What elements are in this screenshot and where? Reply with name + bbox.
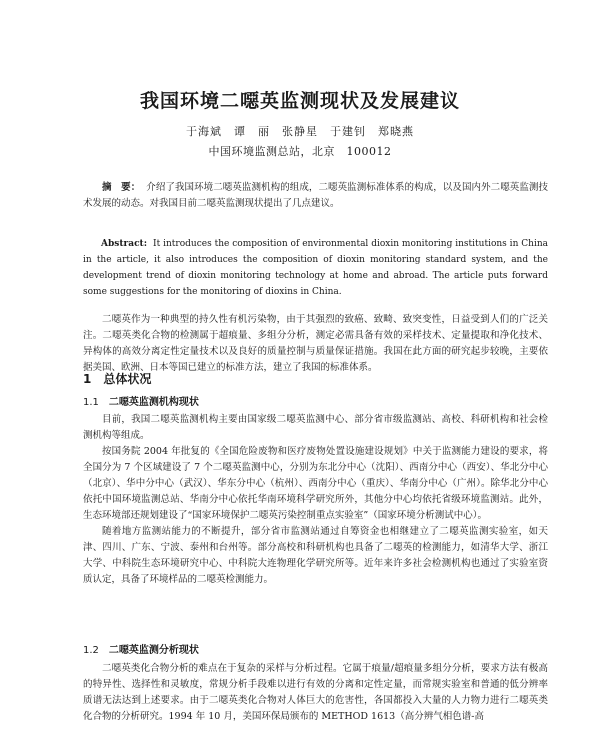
abstract-en-text: It introduces the composition of environmental dioxin monitoring institutions in China in the article, it also introduces the composition of dioxin monitoring standard system, and the development trend of dioxin monitoring technology at home and abroad. The article puts forward some suggestions for the monitoring of dioxins in China.	[83, 239, 548, 297]
section-1-2-body	[83, 661, 548, 725]
paragraph: 按国务院 2004 年批复的《全国危险废物和医疗废物处置设施建设规划》中关于监测能力建设的要求，将全国分为 7 个区域建设了 7 个二噁英监测中心，分别为东北分中心（沈阳）、西南分中心（西安）、华北分中心（北京）、华中分中心（武汉）、华东分中心（杭州）、西南分中心（重庆）、华南分中心（广州）。除华北分中心依托中国环境监测总站、华南分中心依托华南环境科学研究所外，其他分中心均依托省级环境监测站。此外，生态环境部还规划建设了“国家环境保护二噁英污染控制重点实验室”（国家环境分析测试中心）。	[83, 446, 548, 521]
section-1-heading	[83, 370, 151, 387]
author-list: 于海斌 谭 丽 张静星 于建钊 郑晓燕	[186, 125, 414, 138]
section-1-2-heading	[83, 641, 199, 656]
abstract-en	[83, 236, 548, 300]
paragraph: 随着地方监测站能力的不断提升，部分省市监测站通过自筹资金也相继建立了二噁英监测实验室，如天津、四川、广东、宁波、泰州和台州等。部分高校和科研机构也具备了二噁英的检测能力，如清华大学、浙江大学、中科院生态环境研究中心、中科院大连物理化学研究所等。近年来许多社会检测机构也通过了实验室资质认定，具备了环境样品的二噁英检测能力。	[83, 526, 548, 585]
section-1-1-heading	[83, 393, 199, 408]
paragraph: 目前，我国二噁英监测机构主要由国家级二噁英监测中心、部分省市级监测站、高校、科研机构和社会检测机构等组成。	[83, 414, 548, 441]
abstract-zh-text: 介绍了我国环境二噁英监测机构的组成，二噁英监测标准体系的构成，以及国内外二噁英监测技术发展的动态。对我国目前二噁英监测现状提出了几点建议。	[83, 182, 548, 209]
section-1-1-body	[83, 412, 548, 588]
section-1-1-title: 二噁英监测机构现状	[108, 397, 199, 408]
affiliation: 中国环境监测总站，北京 100012	[208, 145, 392, 158]
section-1-number: 1	[83, 372, 92, 386]
intro-paragraph: 二噁英作为一种典型的持久性有机污染物，由于其强烈的致癌、致畸、致突变性，日益受到人们的广泛关注。二噁英类化合物的检测属于超痕量、多组分分析，测定必需具备有效的采样技术、定量提取和净化技术、异构体的高效分离定性定量技术以及良好的质量控制与质量保证措施。我国在此方面的研究起步较晚，主要依据美国、欧洲、日本等国已建立的标准方法，建立了我国的标准体系。	[83, 314, 548, 373]
abstract-zh-label: 摘 要：	[102, 182, 141, 193]
paragraph: 二噁英类化合物分析的难点在于复杂的采样与分析过程。它属于痕量/超痕量多组分分析，要求方法有极高的特异性、选择性和灵敏度，常规分析手段难以进行有效的分离和定性定量，而常规实验室和普通的低分辨率质谱无法达到上述要求。由于二噁英类化合物对人体巨大的危害性，各国都投入大量的人力物力进行二噁英类化合物的分析研究。1994 年 10 月，美国环保局颁布的 METHOD 1613（高分辨气相色谱-高	[83, 663, 548, 722]
abstract-zh	[83, 180, 548, 212]
section-1-2-title: 二噁英监测分析现状	[108, 645, 199, 656]
section-1-title: 总体状况	[103, 372, 152, 386]
section-1-1-number: 1.1	[83, 397, 99, 408]
section-1-2-number: 1.2	[83, 645, 99, 656]
paper-title: 我国环境二噁英监测现状及发展建议	[139, 90, 460, 112]
abstract-en-label: Abstract:	[101, 239, 148, 249]
